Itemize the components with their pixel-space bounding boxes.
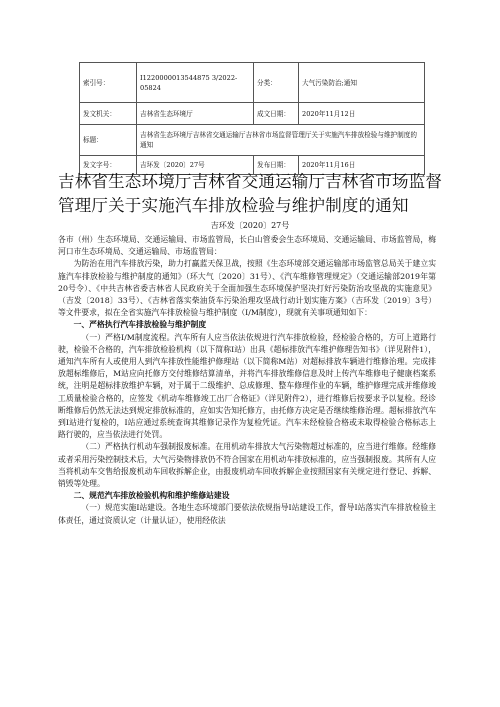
document-body [58, 234, 436, 527]
paragraph-2-1: （一）规范实施I站建设。各地生态环境部门要依法依规指导I站建设工作，督导I站落实汽车排放检验主体责任，通过资质认定（计量认证），使用经依法 [58, 503, 436, 525]
created-date-value: 2020年11月12日 [299, 103, 425, 125]
document-title: 吉林省生态环境厅吉林省交通运输厅吉林省市场监督管理厅关于实施汽车排放检验与维护制度的通知 [58, 172, 443, 215]
published-date-label: 发布日期： [254, 156, 299, 175]
subject-label: 标题： [80, 125, 137, 156]
section-heading-2: 二、规范汽车排放检验机构和维护维修站建设 [73, 491, 230, 501]
index-value: I1220000013544875 3/2022-05824 [137, 63, 254, 103]
paragraph-1-1: （一）严格I/M制度流程。汽车所有人应当依法依规进行汽车排放检验，经检验合格的，方可上道路行驶，检验不合格的，汽车排放检验机构（以下简称I站）出具《超标排放汽车维护修理告知书》（详见附件1），通知汽车所有人或使用人到汽车排放性能维护修理站（以下简称M站）对超标排放车辆进行维修治理。完成排放超标维修后，M站应向托修方交付维修结算清单，并将汽车排放维修信息及时上传汽车维修电子健康档案系统，注明是超标排放维护车辆，对于属于二级维护、总成修理、整车修理作业的车辆，维护修理完成并维修竣工质量检验合格的，应签发《机动车维修竣工出厂合格证》（详见附件2），进行维修后按要求予以复检。经诊断维修后仍然无法达到规定排放标准的，应如实告知托修方，由托修方决定是否继续维修治理。超标排放汽车到I站进行复检的，I站应通过系统查询其维修记录作为复检凭证。汽车未经检验合格或未取得检验合格标志上路行驶的，应当依法进行处罚。 [58, 332, 436, 440]
index-label: 索引号： [80, 63, 137, 103]
issuer-label: 发文机关： [80, 103, 137, 125]
category-label: 分类： [254, 63, 299, 103]
document-number: 吉环发〔2020〕27号 [210, 221, 290, 230]
metadata-table [79, 62, 425, 175]
category-value: 大气污染防治;通知 [299, 63, 425, 103]
addressee-paragraph: 各市（州）生态环境局、交通运输局、市场监管局，长白山管委会生态环境局、交通运输局、市场监管局，梅河口市生态环境局、交通运输局、市场监管局： [58, 235, 436, 257]
metadata-row-issuer [80, 103, 425, 125]
intro-paragraph: 为防治在用汽车排放污染，助力打赢蓝天保卫战，按照《生态环境部交通运输部市场监管总局关于建立实施汽车排放检验与维护制度的通知》（环大气〔2020〕31号）、《汽车维修管理规定》（交通运输部2019年第20号令）、《中共吉林省委吉林省人民政府关于全面加强生态环境保护坚决打好污染防治攻坚战的实施意见》（吉发〔2018〕33号）、《吉林省落实柴油货车污染治理攻坚战行动计划实施方案》（吉环发〔2019〕3号）等文件要求，拟在全省实施汽车排放检验与维护制度（I/M制度），现就有关事项通知如下： [58, 259, 436, 318]
metadata-row-index [80, 63, 425, 103]
created-date-label: 成文日期： [254, 103, 299, 125]
docnum-label: 发文字号： [80, 156, 137, 175]
issuer-value: 吉林省生态环境厅 [137, 103, 254, 125]
published-date-value: 2020年11月16日 [299, 156, 425, 175]
section-heading-1: 一、严格执行汽车排放检验与维护制度 [73, 320, 207, 330]
docnum-value: 吉环发〔2020〕27号 [137, 156, 254, 175]
metadata-row-subject [80, 125, 425, 156]
subject-value: 吉林省生态环境厅吉林省交通运输厅吉林省市场监督管理厅关于实施汽车排放检验与维护制度的通知 [137, 125, 425, 156]
paragraph-1-2: （二）严格执行机动车强制报废标准。在用机动车排放大气污染物超过标准的，应当进行维修。经维修或者采用污染控制技术后，大气污染物排放仍不符合国家在用机动车排放标准的，应当强制报废。其所有人应当将机动车交售给报废机动车回收拆解企业，由报废机动车回收拆解企业按照国家有关规定进行登记、拆解、销毁等处理。 [58, 442, 436, 489]
